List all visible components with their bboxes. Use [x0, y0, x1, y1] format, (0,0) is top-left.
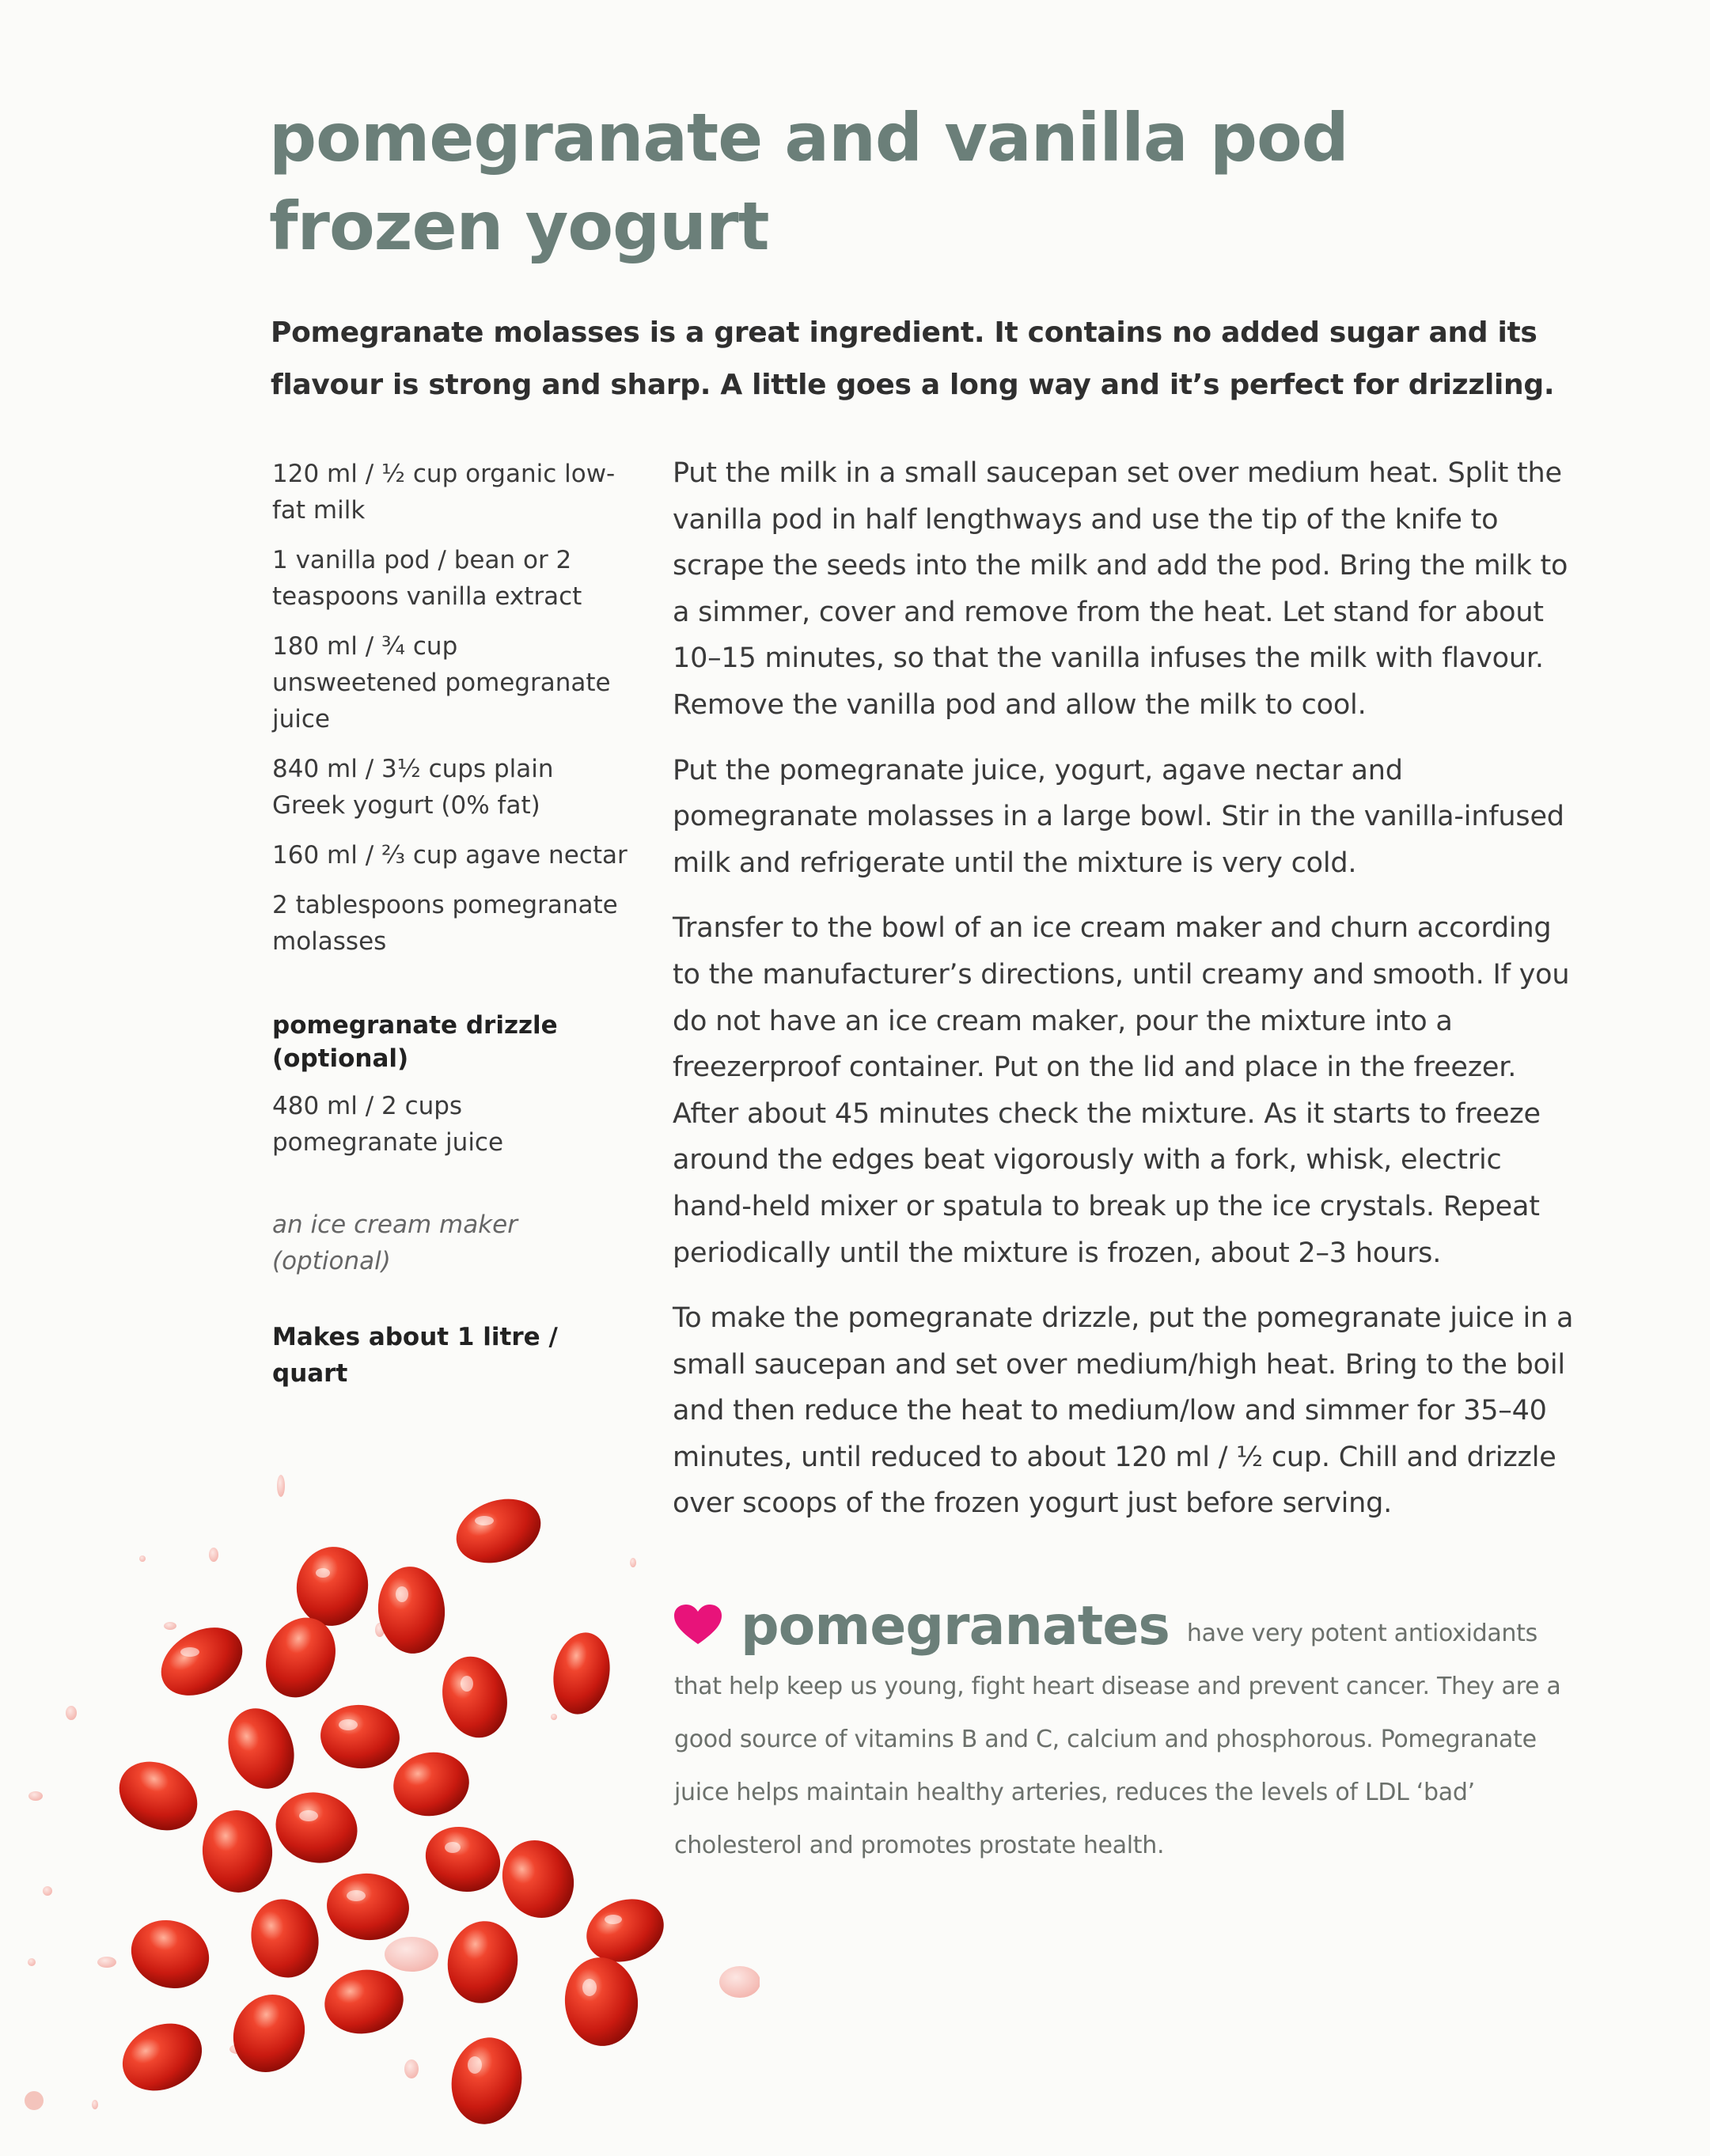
ingredient-item: 180 ml / ¾ cup unsweetened pomegranate juice — [272, 632, 611, 733]
ingredient-item: 120 ml / ½ cup organic low-fat milk — [272, 460, 616, 525]
equipment-note: an ice cream maker (optional) — [272, 1211, 518, 1275]
recipe-title-line-2: frozen yogurt — [269, 188, 769, 265]
recipe-title — [269, 93, 1535, 271]
drizzle-heading: pomegranate drizzle (optional) — [272, 1011, 558, 1073]
method-step: Transfer to the bowl of an ice cream maker and churn according to the manufacturer’s directions, until creamy and smooth. If you do not have an ice cream maker, pour the mixture into a freezerproof container. Put on the lid and place in the freezer. After about 45 minutes check the mixture. As it starts to freeze around the edges beat vigorously with a fork, whisk, electric hand-held mixer or spatula to break up the ice crystals. Repeat periodically until the mixture is frozen, about 2–3 hours. — [673, 912, 1570, 1269]
ingredient-item: 1 vanilla pod / bean or 2 teaspoons vanilla extract — [272, 546, 582, 611]
recipe-intro: Pomegranate molasses is a great ingredient. It contains no added sugar and its flavour is strong and sharp. A little goes a long way and it’s perfect for drizzling. — [271, 316, 1555, 401]
recipe-yield: Makes about 1 litre / quart — [272, 1323, 558, 1388]
recipe-title-line-1: pomegranate and vanilla pod — [269, 99, 1348, 176]
method-step: Put the pomegranate juice, yogurt, agave nectar and pomegranate molasses in a large bowl. Stir in the vanilla-infused milk and refrigerate until the mixture is very cold. — [673, 754, 1564, 879]
drizzle-ingredient-item: 480 ml / 2 cups pomegranate juice — [272, 1092, 504, 1157]
ingredient-item: 2 tablespoons pomegranate molasses — [272, 891, 618, 956]
health-keyword: pomegranates — [741, 1595, 1170, 1658]
ingredient-item: 160 ml / ⅔ cup agave nectar — [272, 841, 628, 870]
ingredients-list — [272, 456, 628, 1392]
method-steps — [673, 450, 1575, 1546]
pomegranate-seeds-image — [0, 1448, 760, 2156]
ingredient-item: 840 ml / 3½ cups plain Greek yogurt (0% fat) — [272, 755, 554, 820]
page-number-mark — [22, 2089, 46, 2112]
method-step: To make the pomegranate drizzle, put the pomegranate juice in a small saucepan and set over medium/high heat. Bring to the boil and then reduce the heat to medium/low and simmer for 35–40 minutes, until reduced to about 120 ml / ½ cup. Chill and drizzle over scoops of the frozen yogurt just before serving. — [673, 1302, 1574, 1520]
method-step: Put the milk in a small saucepan set over medium heat. Split the vanilla pod in half lengthways and use the tip of the knife to scrape the seeds into the milk and add the pod. Bring the milk to a simmer, cover and remove from the heat. Let stand for about 10–15 minutes, so that the vanilla infuses the milk with flavour. Remove the vanilla pod and allow the milk to cool. — [673, 457, 1568, 721]
health-note — [674, 1595, 1568, 1872]
health-text: have very potent antioxidants that help keep us young, fight heart disease and prevent cancer. They are a good source of vitamins B and C, calcium and phosphorous. Pomegranate juice helps maintain healthy arteries, reduces the levels of LDL ‘bad’ cholesterol and promotes prostate health. — [674, 1620, 1561, 1859]
